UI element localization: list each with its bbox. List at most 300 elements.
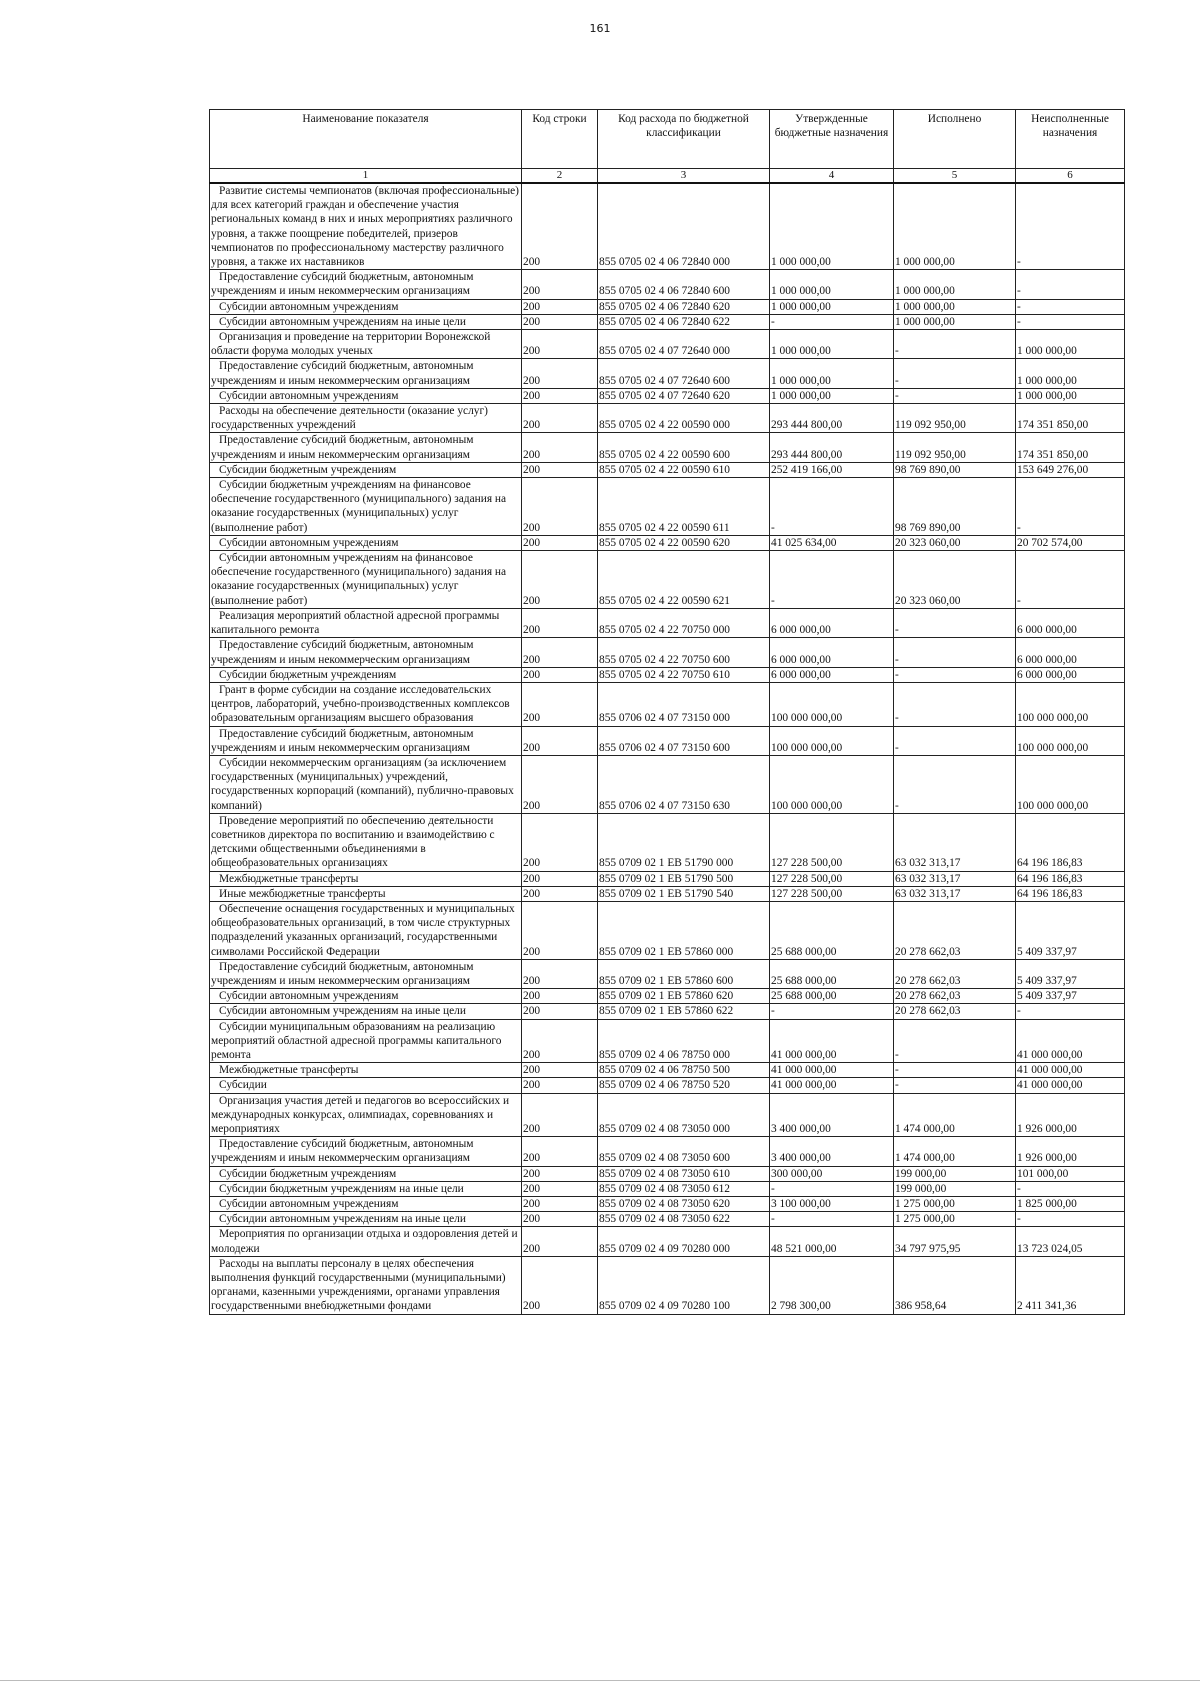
indicator-name-text: Субсидии автономным учреждениям	[219, 536, 399, 549]
cell-unexecuted: 100 000 000,00	[1016, 726, 1125, 755]
cell-line-code: 200	[522, 404, 598, 433]
cell-executed: 1 474 000,00	[894, 1137, 1016, 1166]
table-row	[210, 871, 1125, 886]
cell-expense-code: 855 0709 02 1 EB 57860 600	[598, 959, 770, 988]
cell-line-code: 200	[522, 989, 598, 1004]
cell-executed: -	[894, 1078, 1016, 1093]
cell-line-code: 200	[522, 388, 598, 403]
cell-unexecuted: 1 825 000,00	[1016, 1197, 1125, 1212]
cell-unexecuted: 153 649 276,00	[1016, 462, 1125, 477]
cell-line-code: 200	[522, 1019, 598, 1063]
cell-unexecuted: 6 000 000,00	[1016, 608, 1125, 637]
cell-unexecuted: 174 351 850,00	[1016, 404, 1125, 433]
cell-approved: 3 400 000,00	[770, 1093, 894, 1137]
indicator-name-text: Субсидии автономным учреждениям	[219, 300, 399, 313]
cell-expense-code: 855 0709 02 4 09 70280 000	[598, 1227, 770, 1256]
cell-line-code: 200	[522, 551, 598, 609]
cell-unexecuted: -	[1016, 551, 1125, 609]
cell-indicator-name	[210, 1063, 522, 1078]
indicator-name-text: Предоставление субсидий бюджетным, автономным учреждениям и иным некоммерческим организациям	[211, 271, 474, 298]
indicator-name-text: Предоставление субсидий бюджетным, автономным учреждениям и иным некоммерческим организациям	[211, 639, 474, 666]
indicator-name-text: Межбюджетные трансферты	[219, 872, 359, 885]
table-row	[210, 608, 1125, 637]
table-row	[210, 183, 1125, 270]
table-row	[210, 901, 1125, 959]
cell-executed: 20 278 662,03	[894, 959, 1016, 988]
table-row	[210, 682, 1125, 726]
cell-indicator-name	[210, 314, 522, 329]
cell-line-code: 200	[522, 901, 598, 959]
cell-expense-code: 855 0705 02 4 22 70750 000	[598, 608, 770, 637]
cell-executed: -	[894, 667, 1016, 682]
cell-executed: 20 278 662,03	[894, 1004, 1016, 1019]
table-row	[210, 989, 1125, 1004]
table-row	[210, 755, 1125, 813]
cell-approved: 2 798 300,00	[770, 1256, 894, 1314]
cell-expense-code: 855 0706 02 4 07 73150 000	[598, 682, 770, 726]
cell-unexecuted: 64 196 186,83	[1016, 813, 1125, 871]
cell-expense-code: 855 0705 02 4 22 70750 600	[598, 638, 770, 667]
cell-unexecuted: 1 000 000,00	[1016, 388, 1125, 403]
column-number: 5	[894, 169, 1016, 184]
cell-line-code: 200	[522, 755, 598, 813]
table-row	[210, 1063, 1125, 1078]
cell-indicator-name	[210, 551, 522, 609]
column-number: 3	[598, 169, 770, 184]
indicator-name-text: Субсидии автономным учреждениям на финансовое обеспечение государственного (муниципального) задания на оказание государственных (муниципальных) услуг (выполнение работ)	[211, 552, 507, 607]
cell-indicator-name	[210, 608, 522, 637]
cell-approved: 25 688 000,00	[770, 901, 894, 959]
cell-indicator-name	[210, 1181, 522, 1196]
table-row	[210, 1256, 1125, 1314]
cell-expense-code: 855 0709 02 4 08 73050 620	[598, 1197, 770, 1212]
cell-indicator-name	[210, 638, 522, 667]
header-approved: Утвержденные бюджетные назначения	[770, 110, 894, 169]
cell-unexecuted: 101 000,00	[1016, 1166, 1125, 1181]
cell-expense-code: 855 0709 02 4 06 78750 500	[598, 1063, 770, 1078]
cell-expense-code: 855 0709 02 1 EB 57860 622	[598, 1004, 770, 1019]
cell-expense-code: 855 0705 02 4 06 72840 000	[598, 183, 770, 270]
indicator-name-text: Предоставление субсидий бюджетным, автономным учреждениям и иным некоммерческим организациям	[211, 960, 474, 987]
cell-indicator-name	[210, 1093, 522, 1137]
cell-executed: 98 769 890,00	[894, 478, 1016, 536]
cell-line-code: 200	[522, 1166, 598, 1181]
cell-line-code: 200	[522, 1256, 598, 1314]
cell-line-code: 200	[522, 1137, 598, 1166]
cell-indicator-name	[210, 299, 522, 314]
cell-line-code: 200	[522, 1181, 598, 1196]
cell-executed: 63 032 313,17	[894, 871, 1016, 886]
cell-expense-code: 855 0705 02 4 22 00590 620	[598, 535, 770, 550]
cell-expense-code: 855 0705 02 4 22 00590 621	[598, 551, 770, 609]
cell-executed: 1 474 000,00	[894, 1093, 1016, 1137]
cell-approved: 1 000 000,00	[770, 183, 894, 270]
cell-executed: 119 092 950,00	[894, 404, 1016, 433]
table-row	[210, 1227, 1125, 1256]
cell-executed: -	[894, 682, 1016, 726]
cell-line-code: 200	[522, 871, 598, 886]
table-row	[210, 886, 1125, 901]
table-row	[210, 330, 1125, 359]
table-row	[210, 726, 1125, 755]
table-row	[210, 1019, 1125, 1063]
column-number: 2	[522, 169, 598, 184]
cell-indicator-name	[210, 478, 522, 536]
cell-approved: 6 000 000,00	[770, 608, 894, 637]
indicator-name-text: Субсидии автономным учреждениям на иные цели	[219, 1213, 466, 1226]
cell-unexecuted: -	[1016, 270, 1125, 299]
cell-line-code: 200	[522, 183, 598, 270]
header-indicator-name: Наименование показателя	[210, 110, 522, 169]
cell-line-code: 200	[522, 1197, 598, 1212]
cell-indicator-name	[210, 989, 522, 1004]
cell-approved: -	[770, 478, 894, 536]
cell-expense-code: 855 0705 02 4 22 00590 610	[598, 462, 770, 477]
cell-unexecuted: -	[1016, 314, 1125, 329]
cell-executed: 20 278 662,03	[894, 989, 1016, 1004]
cell-executed: 63 032 313,17	[894, 886, 1016, 901]
cell-unexecuted: 13 723 024,05	[1016, 1227, 1125, 1256]
cell-unexecuted: -	[1016, 1181, 1125, 1196]
cell-approved: -	[770, 314, 894, 329]
table-row	[210, 314, 1125, 329]
indicator-name-text: Расходы на обеспечение деятельности (оказание услуг) государственных учреждений	[211, 405, 488, 432]
cell-approved: 6 000 000,00	[770, 638, 894, 667]
cell-approved: 25 688 000,00	[770, 989, 894, 1004]
cell-unexecuted: 64 196 186,83	[1016, 886, 1125, 901]
cell-expense-code: 855 0709 02 4 08 73050 610	[598, 1166, 770, 1181]
indicator-name-text: Субсидии некоммерческим организациям (за исключением государственных (муниципальных) учреждений, государственных корпораций (компаний), публично-правовых компаний)	[211, 756, 514, 812]
cell-executed: 1 275 000,00	[894, 1197, 1016, 1212]
cell-executed: -	[894, 1019, 1016, 1063]
cell-unexecuted: 6 000 000,00	[1016, 638, 1125, 667]
cell-line-code: 200	[522, 330, 598, 359]
cell-expense-code: 855 0706 02 4 07 73150 600	[598, 726, 770, 755]
cell-line-code: 200	[522, 1212, 598, 1227]
cell-indicator-name	[210, 1137, 522, 1166]
indicator-name-text: Субсидии автономным учреждениям	[219, 1198, 399, 1211]
cell-line-code: 200	[522, 433, 598, 462]
indicator-name-text: Предоставление субсидий бюджетным, автономным учреждениям и иным некоммерческим организациям	[211, 727, 474, 754]
table-row	[210, 535, 1125, 550]
cell-executed: -	[894, 1063, 1016, 1078]
indicator-name-text: Субсидии бюджетным учреждениям	[219, 668, 397, 681]
cell-executed: 34 797 975,95	[894, 1227, 1016, 1256]
cell-expense-code: 855 0705 02 4 07 72640 000	[598, 330, 770, 359]
table-row	[210, 1181, 1125, 1196]
column-number: 6	[1016, 169, 1125, 184]
cell-expense-code: 855 0705 02 4 07 72640 600	[598, 359, 770, 388]
cell-unexecuted: -	[1016, 183, 1125, 270]
cell-executed: -	[894, 608, 1016, 637]
indicator-name-text: Субсидии бюджетным учреждениям на иные цели	[219, 1182, 464, 1195]
cell-indicator-name	[210, 270, 522, 299]
table-row	[210, 1197, 1125, 1212]
cell-approved: 127 228 500,00	[770, 813, 894, 871]
cell-expense-code: 855 0709 02 4 06 78750 000	[598, 1019, 770, 1063]
cell-expense-code: 855 0705 02 4 22 00590 611	[598, 478, 770, 536]
cell-indicator-name	[210, 1197, 522, 1212]
table-row	[210, 270, 1125, 299]
cell-approved: 100 000 000,00	[770, 682, 894, 726]
cell-unexecuted: -	[1016, 1004, 1125, 1019]
cell-approved: 41 000 000,00	[770, 1078, 894, 1093]
cell-line-code: 200	[522, 359, 598, 388]
cell-indicator-name	[210, 1227, 522, 1256]
indicator-name-text: Развитие системы чемпионатов (включая профессиональные) для всех категорий граждан и обеспечение участия региональных команд в них и иных мероприятиях различного уровня, а также поощрение победителей, призеров чемпионатов по профессиональному мастерству различного уровня, а также их наставников	[211, 185, 519, 269]
cell-expense-code: 855 0705 02 4 22 00590 000	[598, 404, 770, 433]
table-row	[210, 359, 1125, 388]
cell-executed: 386 958,64	[894, 1256, 1016, 1314]
cell-approved: 3 100 000,00	[770, 1197, 894, 1212]
cell-executed: 1 000 000,00	[894, 183, 1016, 270]
indicator-name-text: Субсидии бюджетным учреждениям на финансовое обеспечение государственного (муниципального) задания на оказание государственных (муниципальных) услуг (выполнение работ)	[211, 479, 507, 534]
cell-indicator-name	[210, 813, 522, 871]
cell-unexecuted: 174 351 850,00	[1016, 433, 1125, 462]
indicator-name-text: Субсидии бюджетным учреждениям	[219, 1167, 397, 1180]
cell-indicator-name	[210, 1166, 522, 1181]
cell-approved: 41 000 000,00	[770, 1063, 894, 1078]
cell-approved: 100 000 000,00	[770, 726, 894, 755]
table-row	[210, 813, 1125, 871]
table-header-row	[210, 110, 1125, 169]
cell-approved: 25 688 000,00	[770, 959, 894, 988]
cell-indicator-name	[210, 388, 522, 403]
cell-indicator-name	[210, 1004, 522, 1019]
cell-approved: -	[770, 1212, 894, 1227]
indicator-name-text: Иные межбюджетные трансферты	[219, 887, 386, 900]
cell-indicator-name	[210, 886, 522, 901]
indicator-name-text: Мероприятия по организации отдыха и оздоровления детей и молодежи	[211, 1228, 518, 1255]
header-executed: Исполнено	[894, 110, 1016, 169]
cell-expense-code: 855 0709 02 4 09 70280 100	[598, 1256, 770, 1314]
cell-executed: 1 000 000,00	[894, 270, 1016, 299]
cell-line-code: 200	[522, 608, 598, 637]
cell-approved: 127 228 500,00	[770, 871, 894, 886]
cell-expense-code: 855 0709 02 4 08 73050 600	[598, 1137, 770, 1166]
cell-executed: -	[894, 726, 1016, 755]
cell-line-code: 200	[522, 813, 598, 871]
cell-line-code: 200	[522, 959, 598, 988]
cell-unexecuted: 20 702 574,00	[1016, 535, 1125, 550]
column-number: 4	[770, 169, 894, 184]
cell-line-code: 200	[522, 535, 598, 550]
cell-expense-code: 855 0709 02 1 EB 57860 620	[598, 989, 770, 1004]
cell-line-code: 200	[522, 1063, 598, 1078]
cell-approved: 1 000 000,00	[770, 330, 894, 359]
cell-line-code: 200	[522, 1078, 598, 1093]
cell-unexecuted: 100 000 000,00	[1016, 682, 1125, 726]
cell-expense-code: 855 0705 02 4 06 72840 622	[598, 314, 770, 329]
cell-line-code: 200	[522, 886, 598, 901]
table-row	[210, 1137, 1125, 1166]
indicator-name-text: Предоставление субсидий бюджетным, автономным учреждениям и иным некоммерческим организациям	[211, 360, 474, 387]
cell-unexecuted: -	[1016, 478, 1125, 536]
cell-line-code: 200	[522, 1004, 598, 1019]
header-line-code: Код строки	[522, 110, 598, 169]
indicator-name-text: Субсидии автономным учреждениям	[219, 990, 399, 1003]
cell-approved: 300 000,00	[770, 1166, 894, 1181]
cell-approved: 6 000 000,00	[770, 667, 894, 682]
cell-unexecuted: 41 000 000,00	[1016, 1078, 1125, 1093]
indicator-name-text: Проведение мероприятий по обеспечению деятельности советников директора по воспитанию и взаимодействию с детскими общественными объединениями в общеобразовательных организациях	[211, 814, 495, 870]
cell-expense-code: 855 0706 02 4 07 73150 630	[598, 755, 770, 813]
cell-approved: 252 419 166,00	[770, 462, 894, 477]
cell-indicator-name	[210, 404, 522, 433]
cell-approved: 1 000 000,00	[770, 359, 894, 388]
table-row	[210, 1078, 1125, 1093]
header-expense-code: Код расхода по бюджетной классификации	[598, 110, 770, 169]
table-row	[210, 1004, 1125, 1019]
indicator-name-text: Субсидии автономным учреждениям	[219, 389, 399, 402]
cell-approved: 1 000 000,00	[770, 270, 894, 299]
cell-executed: -	[894, 359, 1016, 388]
cell-indicator-name	[210, 755, 522, 813]
cell-line-code: 200	[522, 270, 598, 299]
cell-indicator-name	[210, 330, 522, 359]
table-row	[210, 462, 1125, 477]
indicator-name-text: Организация и проведение на территории Воронежской области форума молодых ученых	[211, 331, 491, 358]
table-row	[210, 667, 1125, 682]
cell-executed: 20 323 060,00	[894, 551, 1016, 609]
cell-indicator-name	[210, 433, 522, 462]
cell-expense-code: 855 0705 02 4 07 72640 620	[598, 388, 770, 403]
cell-unexecuted: 6 000 000,00	[1016, 667, 1125, 682]
table-row	[210, 551, 1125, 609]
cell-executed: -	[894, 755, 1016, 813]
cell-executed: 20 278 662,03	[894, 901, 1016, 959]
cell-indicator-name	[210, 726, 522, 755]
cell-line-code: 200	[522, 1227, 598, 1256]
budget-execution-table	[209, 109, 1125, 1315]
cell-expense-code: 855 0709 02 1 EB 57860 000	[598, 901, 770, 959]
cell-line-code: 200	[522, 667, 598, 682]
cell-line-code: 200	[522, 638, 598, 667]
cell-expense-code: 855 0705 02 4 06 72840 600	[598, 270, 770, 299]
indicator-name-text: Реализация мероприятий областной адресной программы капитального ремонта	[211, 609, 500, 637]
cell-unexecuted: 64 196 186,83	[1016, 871, 1125, 886]
cell-executed: -	[894, 638, 1016, 667]
cell-expense-code: 855 0709 02 1 EB 51790 540	[598, 886, 770, 901]
cell-approved: 293 444 800,00	[770, 404, 894, 433]
cell-indicator-name	[210, 1019, 522, 1063]
cell-unexecuted: 5 409 337,97	[1016, 989, 1125, 1004]
cell-unexecuted: 100 000 000,00	[1016, 755, 1125, 813]
table-row	[210, 1093, 1125, 1137]
column-number-row	[210, 169, 1125, 184]
cell-approved: -	[770, 1004, 894, 1019]
cell-unexecuted: 5 409 337,97	[1016, 901, 1125, 959]
indicator-name-text: Обеспечение оснащения государственных и муниципальных общеобразовательных организаций, в том числе структурных подразделений указанных организаций, государственными символами Российской Федерации	[211, 902, 515, 958]
cell-unexecuted: -	[1016, 1212, 1125, 1227]
cell-line-code: 200	[522, 299, 598, 314]
cell-expense-code: 855 0705 02 4 22 70750 610	[598, 667, 770, 682]
indicator-name-text: Предоставление субсидий бюджетным, автономным учреждениям и иным некоммерческим организациям	[211, 434, 474, 461]
indicator-name-text: Субсидии автономным учреждениям на иные цели	[219, 1005, 466, 1018]
cell-approved: 41 000 000,00	[770, 1019, 894, 1063]
cell-approved: 1 000 000,00	[770, 388, 894, 403]
indicator-name-text: Субсидии муниципальным образованиям на реализацию мероприятий областной адресной программы капитального ремонта	[211, 1020, 502, 1061]
cell-expense-code: 855 0709 02 1 EB 51790 000	[598, 813, 770, 871]
indicator-name-text: Грант в форме субсидии на создание исследовательских центров, лабораторий, учебно-производственных комплексов образовательным организациям высшего образования	[211, 683, 510, 725]
cell-approved: 127 228 500,00	[770, 886, 894, 901]
cell-line-code: 200	[522, 314, 598, 329]
cell-approved: 1 000 000,00	[770, 299, 894, 314]
cell-unexecuted: 1 926 000,00	[1016, 1137, 1125, 1166]
cell-expense-code: 855 0709 02 4 08 73050 000	[598, 1093, 770, 1137]
cell-expense-code: 855 0709 02 1 EB 51790 500	[598, 871, 770, 886]
cell-executed: -	[894, 388, 1016, 403]
table-row	[210, 433, 1125, 462]
table-row	[210, 1166, 1125, 1181]
cell-approved: 293 444 800,00	[770, 433, 894, 462]
cell-unexecuted: 2 411 341,36	[1016, 1256, 1125, 1314]
cell-expense-code: 855 0705 02 4 22 00590 600	[598, 433, 770, 462]
cell-unexecuted: 41 000 000,00	[1016, 1063, 1125, 1078]
cell-approved: 3 400 000,00	[770, 1137, 894, 1166]
cell-indicator-name	[210, 682, 522, 726]
page-number: 161	[589, 22, 611, 35]
cell-executed: -	[894, 330, 1016, 359]
cell-indicator-name	[210, 535, 522, 550]
cell-indicator-name	[210, 901, 522, 959]
cell-unexecuted: 5 409 337,97	[1016, 959, 1125, 988]
cell-indicator-name	[210, 1078, 522, 1093]
cell-executed: 1 275 000,00	[894, 1212, 1016, 1227]
cell-unexecuted: 1 000 000,00	[1016, 359, 1125, 388]
table-row	[210, 478, 1125, 536]
indicator-name-text: Субсидии автономным учреждениям на иные цели	[219, 315, 466, 328]
indicator-name-text: Предоставление субсидий бюджетным, автономным учреждениям и иным некоммерческим организациям	[211, 1138, 474, 1165]
cell-indicator-name	[210, 871, 522, 886]
indicator-name-text: Организация участия детей и педагогов во всероссийских и международных конкурсах, олимпиадах, соревнованиях и мероприятиях	[211, 1094, 510, 1135]
cell-indicator-name	[210, 1212, 522, 1227]
cell-approved: -	[770, 1181, 894, 1196]
table-row	[210, 388, 1125, 403]
cell-approved: 41 025 634,00	[770, 535, 894, 550]
cell-approved: 48 521 000,00	[770, 1227, 894, 1256]
cell-indicator-name	[210, 1256, 522, 1314]
cell-executed: 199 000,00	[894, 1166, 1016, 1181]
cell-approved: 100 000 000,00	[770, 755, 894, 813]
indicator-name-text: Межбюджетные трансферты	[219, 1064, 359, 1077]
cell-executed: 199 000,00	[894, 1181, 1016, 1196]
table-body	[210, 183, 1125, 1314]
cell-expense-code: 855 0709 02 4 06 78750 520	[598, 1078, 770, 1093]
table-row	[210, 1212, 1125, 1227]
cell-line-code: 200	[522, 462, 598, 477]
cell-unexecuted: 1 000 000,00	[1016, 330, 1125, 359]
cell-indicator-name	[210, 667, 522, 682]
cell-executed: 1 000 000,00	[894, 299, 1016, 314]
cell-line-code: 200	[522, 1093, 598, 1137]
page-bottom-rule	[0, 1680, 1200, 1681]
indicator-name-text: Субсидии	[219, 1079, 267, 1092]
cell-executed: 20 323 060,00	[894, 535, 1016, 550]
cell-expense-code: 855 0709 02 4 08 73050 612	[598, 1181, 770, 1196]
cell-executed: 63 032 313,17	[894, 813, 1016, 871]
cell-unexecuted: 41 000 000,00	[1016, 1019, 1125, 1063]
cell-line-code: 200	[522, 726, 598, 755]
cell-approved: -	[770, 551, 894, 609]
header-unexecuted: Неисполненные назначения	[1016, 110, 1125, 169]
column-number: 1	[210, 169, 522, 184]
cell-indicator-name	[210, 183, 522, 270]
cell-indicator-name	[210, 959, 522, 988]
table-row	[210, 638, 1125, 667]
cell-executed: 119 092 950,00	[894, 433, 1016, 462]
cell-indicator-name	[210, 462, 522, 477]
